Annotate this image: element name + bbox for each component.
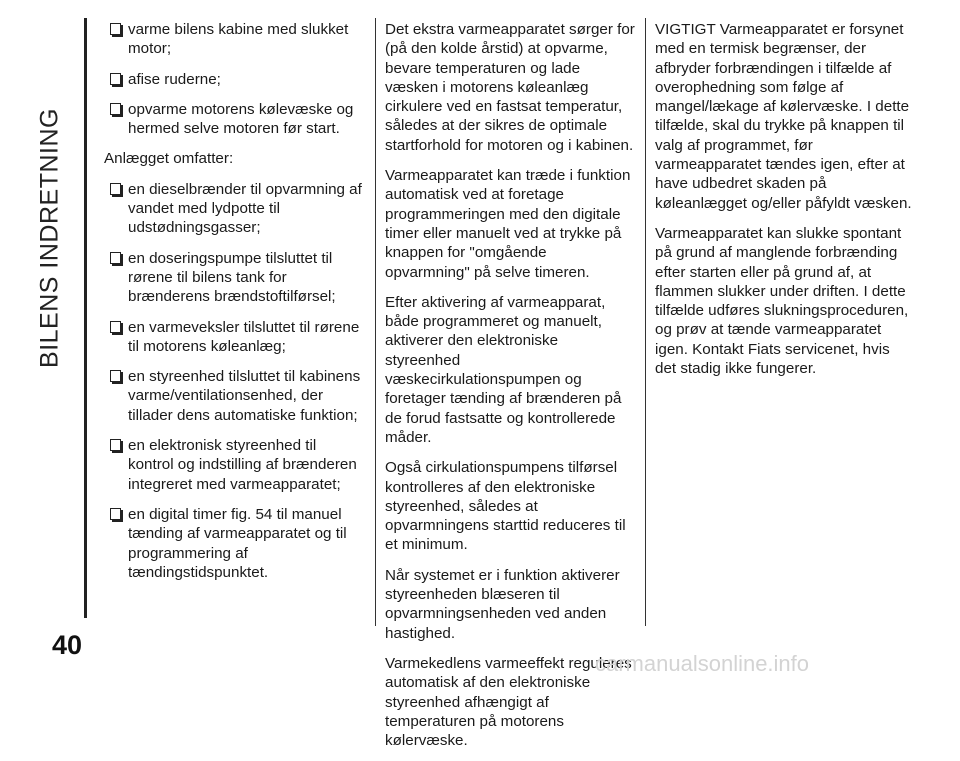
checkbox-bullet-icon [110, 439, 121, 451]
paragraph: Varmeapparatet kan slukke spontant på grund af manglende forbrænding efter starten eller på grund af, at flammen slukker under driften. I dette tilfælde udføres slukningsproceduren, og prøv at tænde varmeapparatet igen. Kontakt Fiats servicenet, hvis det stadig ikke fungerer. [655, 224, 909, 378]
checkbox-bullet-icon [110, 508, 121, 520]
checkbox-bullet-icon [110, 370, 121, 382]
column-divider-1 [375, 18, 376, 626]
text-column-3 [655, 20, 913, 389]
list-subheading: Anlægget omfatter: [104, 150, 234, 168]
bullet-item: en varmeveksler tilsluttet til rørene til motorens køleanlæg; [104, 318, 366, 357]
paragraph: Det ekstra varmeapparatet sørger for (på den kolde årstid) at opvarme, bevare temperaturen og lade væsken i motorens køleanlæg cirkulere ved en fastsat temperatur, således at der sikres de optimale startforhold for motoren og i kabinen. [385, 21, 635, 154]
checkbox-bullet-icon [110, 252, 121, 264]
checkbox-bullet-icon [110, 321, 121, 333]
paragraph: Også cirkulationspumpens tilførsel kontrolleres af den elektroniske styreenhed, således at opvarmningens starttid reduceres til et minimum. [385, 459, 626, 554]
checkbox-bullet-icon [110, 103, 121, 115]
section-rule [84, 18, 87, 618]
page-number: 40 [52, 630, 83, 660]
bullet-item: varme bilens kabine med slukket motor; [104, 20, 366, 59]
bullet-item: en elektronisk styreenhed til kontrol og indstilling af brænderen integreret med varmeapparatet; [104, 436, 366, 494]
checkbox-bullet-icon [110, 23, 121, 35]
column-divider-2 [645, 18, 646, 626]
paragraph: Varmeapparatet kan træde i funktion automatisk ved at foretage programmeringen med den digitale timer eller manuelt ved at trykke på knappen for "omgående opvarmning" på selve timeren. [385, 167, 631, 281]
checkbox-bullet-icon [110, 73, 121, 85]
bullet-item: en dieselbrænder til opvarmning af vandet med lydpotte til udstødningsgasser; [104, 180, 366, 238]
text-column-2 [385, 20, 635, 761]
section-title: BILENS INDRETNING [35, 108, 64, 368]
bullet-item: en styreenhed tilsluttet til kabinens varme/ventilationsenhed, der tillader dens automatiske funktion; [104, 367, 366, 425]
paragraph: Når systemet er i funktion aktiverer styreenheden blæseren til opvarmningsenheden ved anden hastighed. [385, 566, 620, 642]
checkbox-bullet-icon [110, 183, 121, 195]
bullet-item: opvarme motorens kølevæske og hermed selve motoren før start. [104, 100, 366, 139]
text-column-1 [104, 20, 366, 593]
watermark: carmanualsonline.info [595, 651, 810, 676]
paragraph: VIGTIGT Varmeapparatet er forsynet med en termisk begrænser, der afbryder forbrændingen i tilfælde af overophedning som følge af mangel/lækage af kølervæske. I dette tilfælde, skal du trykke på knappen til valg af programmet, før varmeapparatet tændes igen, efter at have udbedret skaden på køleanlægget og/eller påfyldt væsken. [655, 21, 912, 212]
paragraph: Varmekedlens varmeeffekt reguleres automatisk af den elektroniske styreenhed afhængigt af temperaturen på motorens kølervæske. [385, 654, 632, 750]
paragraph: Efter aktivering af varmeapparat, både programmeret og manuelt, aktiverer den elektroniske styreenhed væskecirkulationspumpen og foretager tænding af brænderen på de forud fastsatte og kontrollerede måder. [385, 293, 622, 446]
bullet-item: en digital timer fig. 54 til manuel tænding af varmeapparatet og til programmering af tændingstidspunktet. [104, 505, 366, 582]
bullet-item: afise ruderne; [104, 70, 366, 89]
bullet-item: en doseringspumpe tilsluttet til rørene til bilens tank for brænderens brændstoftilførsel; [104, 249, 366, 307]
